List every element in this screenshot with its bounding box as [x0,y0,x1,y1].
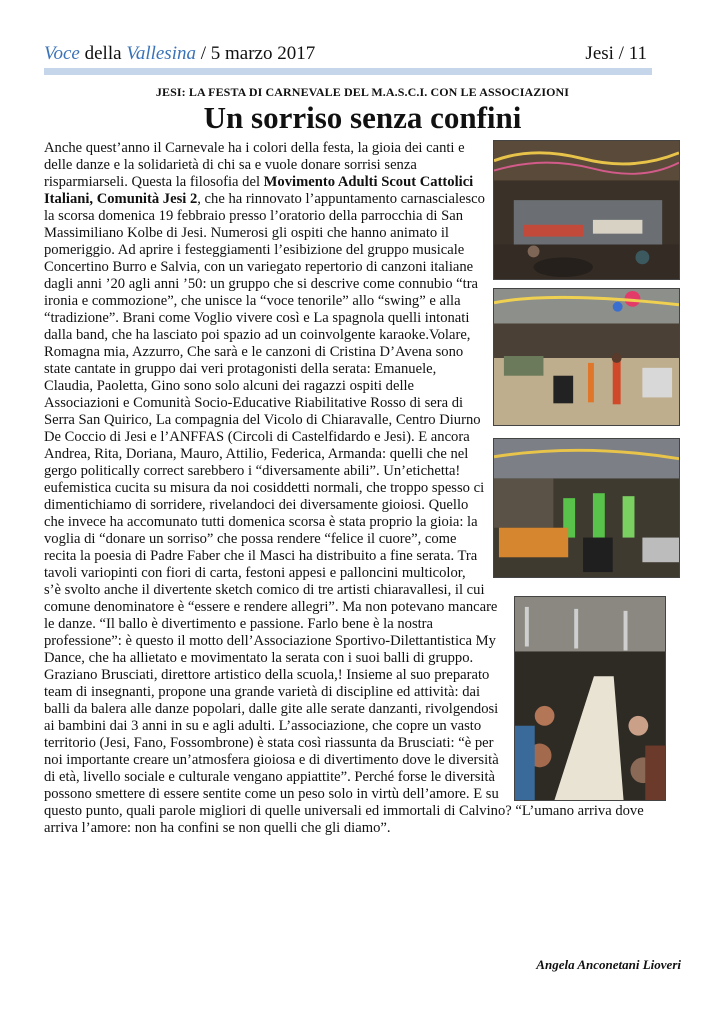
photo-band-performance [493,288,680,426]
article-paragraph-2: De Coccio di Jesi e l’ANFFAS (Circoli di Castelfidardo e Jesi). E ancora Andrea, Rita, Doriana, Mauro, Attilio, Federica, Armanda: quelli che nel gergo politically correct sarebbero i “diversamente abili”. Un’etichetta! eufemistica cucita su misura da noi cosiddetti normali, che troppo spesso ci dimentichiamo di sorridere, rivelandoci dei diversamente gioiosi. Quello che invece ha accomunato tutti domenica scorsa è stata proprio la gioia: la voglia di “donare un sorriso” che possa rendere “felice il cuore”, come recita la poesia di Padre Faber che il Masci ha distribuito a fine serata. Tra tavoli variopinti con fiori di carta, festoni appesi e palloncini multicolor, s’è svolto anche il divertente sketch comico di tre artisti chiaravallesi, il cui comune denominatore è “essere e rendere allegri”. Ma non potevano mancare le danze. “Il ballo è divertimento e passione. Farlo bene è la nostra professione”: è questo il motto dell’Associazione Sportivo-Dilettantistica My Dance, che ha allietato e movimentato la serata con i suoi balli di gruppo. Graziano Brusciati, direttore artistico della scuola,! Insieme al suo preparato team di insegnanti, propone una grande varietà di discipline ed attività: dai balli da balera alle danze popolari, dalle gite alle serate danzanti, rivolgendosi ai bambini dai 3 anni in su e agli adulti. L’associazione, che copre un vasto territorio (Jesi, Fano, Fossombrone) è stata così riassunta da Brusciati: “è per noi importante creare un’atmosfera gioiosa e di divertimento dove le diversità di età, livello sociale e culturale vengano appiattite”. Perché forse le diversità possono smettere di essere sentite come un peso solo in virtù dell’amore. E su questo punto, quali parole migliori di quelle universali ed immortali di Calvino? “L’umano arriva dove arriva l’amore: non ha confini se non quelli che gli diamo”. [44,429,644,836]
author-signature: Angela Anconetani Lioveri [536,957,681,972]
publication-line [44,43,315,65]
photo-party-hall-tables [493,140,680,280]
masthead-della: della [79,43,127,64]
paragraph-1-bold: Movimento Adulti Scout Cattolici Italiani, Comunità Jesi 2 [44,174,474,207]
article-kicker: JESI: LA FESTA DI CARNEVALE DEL M.A.S.C.I. CON LE ASSOCIAZIONI [155,85,570,99]
article-body [44,140,680,837]
article-title: Un sorriso senza confini [203,100,522,135]
page-header [44,43,647,69]
masthead-vallesina: Vallesina [126,43,196,64]
section-page-number: Jesi / 11 [585,43,647,64]
photo-long-dinner-table [514,596,666,801]
paragraph-1-text-b: , che ha rinnovato l’appuntamento carnascialesco la scorsa domenica 19 febbraio presso l’oratorio della parrocchia di San Massimiliano Kolbe di Jesi. Numerosi gli ospiti che hanno animato il pomeriggio. Ad aprire i festeggiamenti l’esibizione del gruppo musicale Concertino Burro e Salvia, con un variegato repertorio di canzoni italiane dagli anni ’20 agli anni ’50: un gruppo che si descrive come connubio “tra ironia e commozione”, che unisce la “voce tenorile” allo “swing” e alla “tradizione”. Brani come Voglio vivere così e La spagnola quelli intonati dalla band, che ha lasciato poi spazio ad un coinvolgente karaoke.Volare, Romagna mia, Azzurro, Che sarà e le canzoni di Cristina D’Avena sono state cantate in gruppo dai veri protagonisti della serata: Emanuele, Claudia, Paoletta, Gino sono solo alcuni dei ragazzi ospiti delle Associazioni e Comunità Socio-Educative Riabilitative Rosso di sera di Serra San Quirico, La compagnia del Vicolo di Chiaravalle, Centro Diurno [44,191,485,428]
paragraph-1-text-a: Anche quest’anno il Carnevale ha i colori della festa, la gioia dei canti e delle danze e la solidarietà di chi sa e vuole donare sorrisi senza risparmiarseli. Questa la filosofia del [44,140,465,190]
masthead-voce: Voce [44,43,80,64]
photo-dancing-crowd [493,438,680,578]
issue-date: / 5 marzo 2017 [195,43,316,64]
header-rule [44,68,652,75]
